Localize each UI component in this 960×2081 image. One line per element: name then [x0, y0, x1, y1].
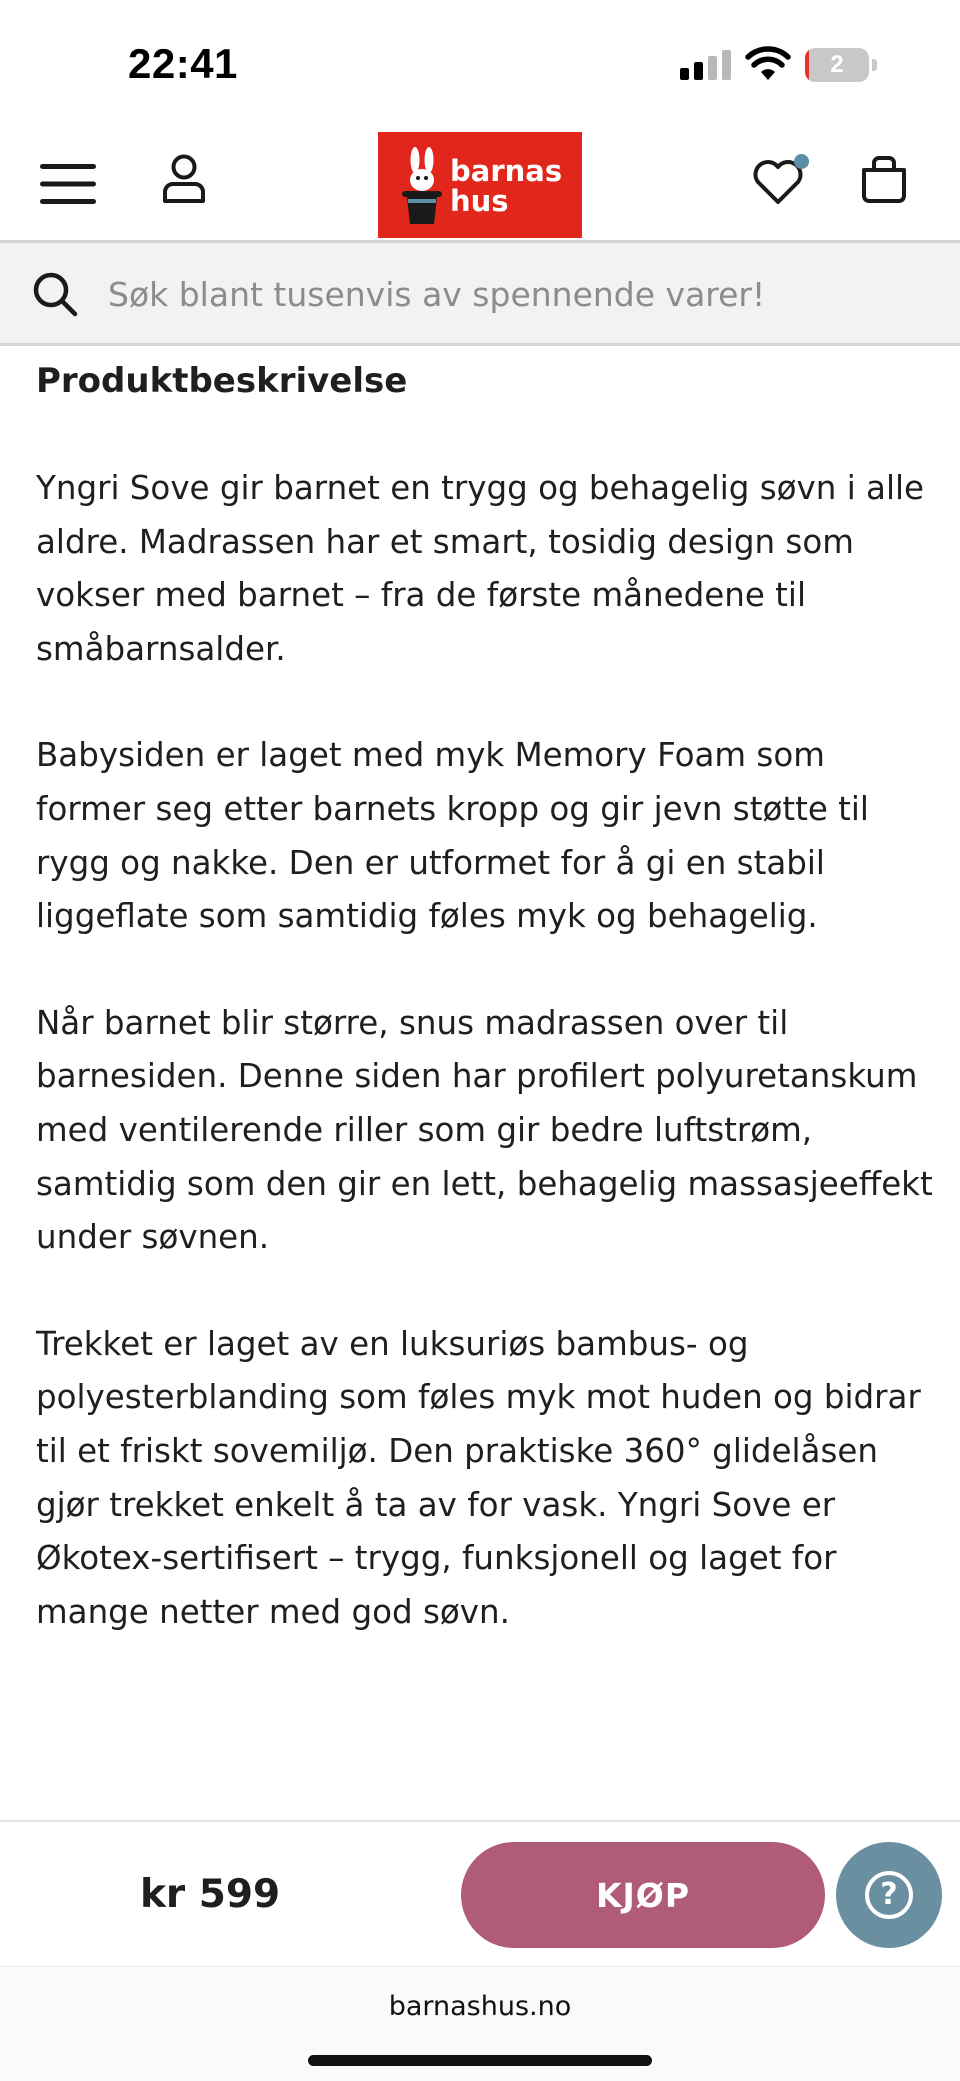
site-header: [0, 130, 960, 240]
question-mark-icon: ?: [865, 1871, 913, 1919]
shopping-bag-icon[interactable]: [860, 154, 908, 204]
buy-bar: [0, 1820, 960, 1966]
logo-line-2: hus: [450, 184, 509, 218]
description-paragraph: Babysiden er laget med myk Memory Foam som former seg etter barnets kropp og gir jevn støtte til rygg og nakke. Den er utformet for å gi en stabil liggeflate som samtidig føles myk og behagelig.: [36, 736, 869, 936]
buy-button[interactable]: KJØP: [461, 1842, 825, 1948]
browser-url-bar[interactable]: [0, 1966, 960, 2081]
url-text: barnashus.no: [388, 1991, 572, 2022]
status-bar: [0, 0, 960, 130]
help-button[interactable]: [836, 1842, 942, 1948]
logo-line-1: barnas: [450, 154, 563, 188]
logo-wordmark: [450, 156, 562, 216]
search-icon[interactable]: [32, 271, 78, 317]
battery-level: 2: [830, 51, 844, 78]
rabbit-hat-icon: [400, 146, 444, 226]
barnashus-logo[interactable]: [378, 132, 582, 238]
user-icon[interactable]: [162, 154, 206, 204]
wifi-icon: [745, 46, 791, 82]
description-paragraph: Trekket er laget av en luksuriøs bambus- og polyesterblanding som føles myk mot huden og bidrar til et friskt sovemiljø. Den praktiske 360° glidelåsen gjør trekket enkelt å ta av for vask. Yngri Sove er Økotex-sertifisert – trygg, funksjonell og laget for mange netter med god søvn.: [36, 1324, 921, 1631]
wishlist-indicator-dot: [794, 154, 809, 169]
status-time: 22:41: [128, 40, 238, 87]
search-bar: [0, 240, 960, 346]
home-indicator[interactable]: [308, 2055, 652, 2066]
hamburger-menu-icon[interactable]: [40, 164, 96, 204]
product-price: kr 599: [140, 1872, 281, 1917]
description-paragraph: Når barnet blir større, snus madrassen over til barnesiden. Denne siden har profilert polyuretanskum med ventilerende riller som gir bedre luftstrøm, samtidig som den gir en lett, behagelig massasjeeffekt under søvnen.: [36, 1003, 933, 1257]
product-description: [36, 350, 936, 1639]
cellular-signal-icon: [680, 50, 732, 80]
search-input[interactable]: [108, 265, 928, 323]
description-paragraph: Yngri Sove gir barnet en trygg og behagelig søvn i alle aldre. Madrassen har et smart, tosidig design som vokser med barnet – fra de første månedene til småbarnsalder.: [36, 469, 925, 668]
description-title: Produktbeskrivelse: [36, 361, 408, 401]
battery-icon: [805, 48, 877, 82]
